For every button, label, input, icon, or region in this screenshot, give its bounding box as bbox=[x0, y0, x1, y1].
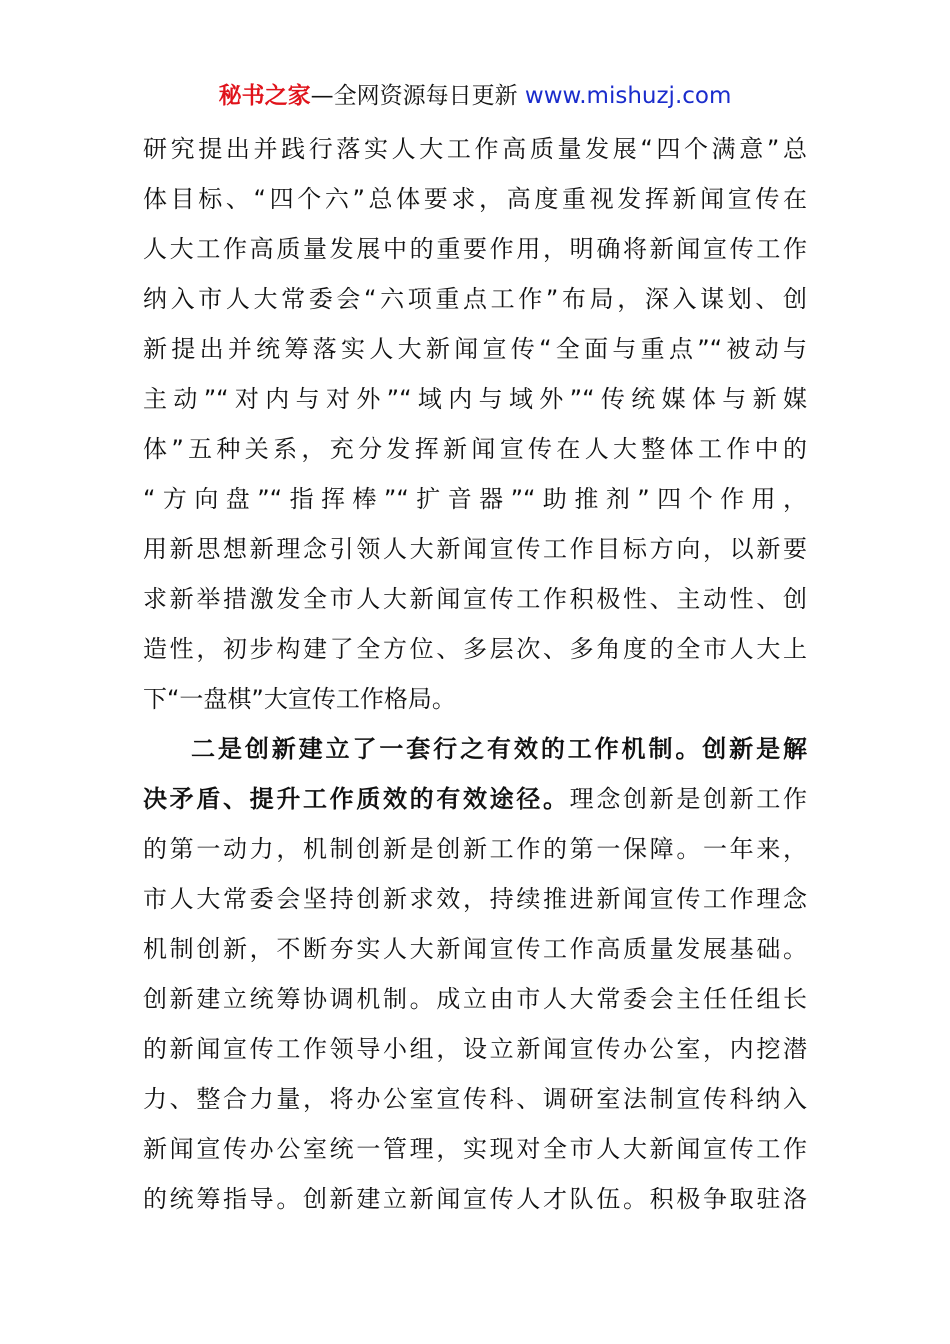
text-line: 研究提出并践行落实人大工作高质量发展“四个满意”总 bbox=[143, 135, 807, 163]
paragraph-1 bbox=[143, 124, 807, 724]
text-line: 主动”“对内与对外”“域内与域外”“传统媒体与新媒 bbox=[143, 385, 807, 413]
page-header bbox=[0, 80, 950, 112]
heading-plain-text: 理念创新是创新工作 bbox=[569, 785, 808, 813]
text-line: 人大工作高质量发展中的重要作用，明确将新闻宣传工作 bbox=[143, 235, 807, 263]
text-line: 创新建立统筹协调机制。成立由市人大常委会主任任组长 bbox=[143, 985, 807, 1013]
text-line: 的新闻宣传工作领导小组，设立新闻宣传办公室，内挖潜 bbox=[143, 1035, 807, 1063]
text-line: 机制创新，不断夯实人大新闻宣传工作高质量发展基础。 bbox=[143, 935, 807, 963]
text-line: 的第一动力，机制创新是创新工作的第一保障。一年来， bbox=[143, 835, 807, 863]
text-line: 新提出并统筹落实人大新闻宣传“全面与重点”“被动与 bbox=[143, 335, 807, 363]
text-line: 用新思想新理念引领人大新闻宣传工作目标方向，以新要 bbox=[143, 535, 807, 563]
text-line: 体目标、“四个六”总体要求，高度重视发挥新闻宣传在 bbox=[143, 185, 807, 213]
text-line: 纳入市人大常委会“六项重点工作”布局，深入谋划、创 bbox=[143, 285, 807, 313]
brand-name: 秘书之家 bbox=[218, 83, 311, 109]
section-heading-line: 二是创新建立了一套行之有效的工作机制。创新是解 bbox=[191, 735, 807, 763]
text-line: 市人大常委会坚持创新求效，持续推进新闻宣传工作理念 bbox=[143, 885, 807, 913]
text-line: 的统筹指导。创新建立新闻宣传人才队伍。积极争取驻洛 bbox=[143, 1185, 807, 1213]
text-line: 求新举措激发全市人大新闻宣传工作积极性、主动性、创 bbox=[143, 585, 807, 613]
text-line: 造性，初步构建了全方位、多层次、多角度的全市人大上 bbox=[143, 635, 807, 663]
text-line: 体”五种关系，充分发挥新闻宣传在人大整体工作中的 bbox=[143, 435, 807, 463]
heading-bold-text: 决矛盾、提升工作质效的有效途径。 bbox=[143, 785, 570, 813]
text-line bbox=[143, 774, 807, 824]
header-tagline: —全网资源每日更新 bbox=[310, 83, 518, 109]
document-body bbox=[143, 124, 807, 1224]
text-line: “方向盘”“指挥棒”“扩音器”“助推剂”四个作用， bbox=[143, 485, 807, 513]
text-line: 下“一盘棋”大宣传工作格局。 bbox=[143, 685, 456, 713]
site-url-link[interactable]: www.mishuzj.com bbox=[524, 83, 732, 109]
paragraph-2 bbox=[143, 724, 807, 1224]
text-line: 力、整合力量，将办公室宣传科、调研室法制宣传科纳入 bbox=[143, 1085, 807, 1113]
text-line: 新闻宣传办公室统一管理，实现对全市人大新闻宣传工作 bbox=[143, 1135, 807, 1163]
